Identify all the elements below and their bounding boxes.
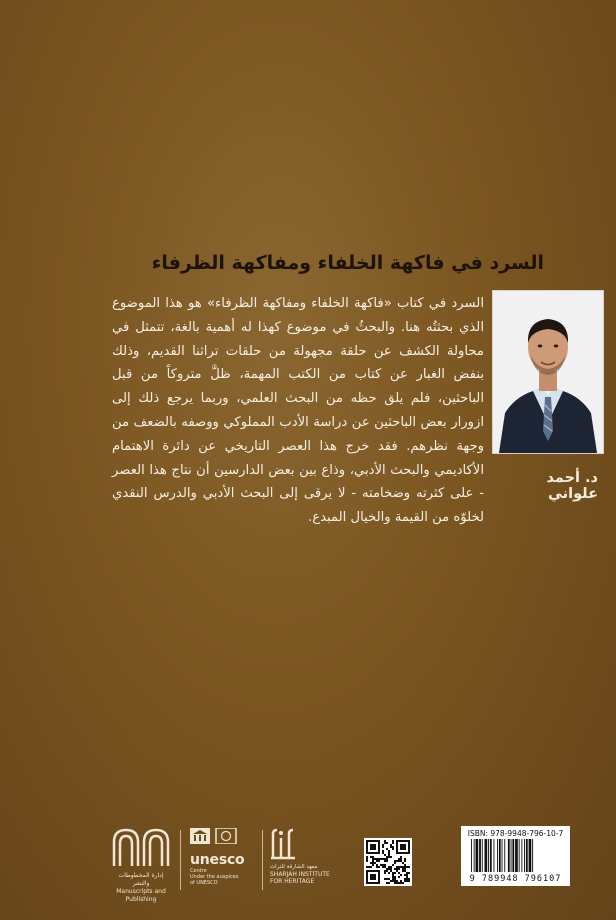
author-portrait-illustration <box>493 291 603 453</box>
isbn-barcode <box>461 826 570 886</box>
qr-module <box>394 876 396 878</box>
qr-module <box>384 840 386 842</box>
qr-module <box>376 860 378 862</box>
qr-module <box>394 868 396 870</box>
qr-module <box>400 880 402 882</box>
author-photo <box>492 290 604 454</box>
qr-module <box>398 858 400 860</box>
barcode-bar <box>524 839 525 872</box>
qr-module <box>394 872 396 874</box>
barcode-bar <box>485 839 488 872</box>
qr-module <box>376 866 378 868</box>
qr-module <box>394 878 396 880</box>
unesco-logo <box>190 828 256 894</box>
qr-module <box>384 872 386 874</box>
barcode-bar <box>508 839 510 872</box>
qr-module <box>384 860 386 862</box>
qr-module <box>408 878 410 880</box>
qr-module <box>392 864 394 866</box>
barcode-bar <box>511 839 512 872</box>
qr-module <box>374 858 376 860</box>
qr-module <box>366 860 368 862</box>
qr-module <box>370 856 372 858</box>
qr-module <box>406 878 408 880</box>
qr-module <box>400 860 402 862</box>
qr-module <box>406 872 408 874</box>
qr-module <box>404 880 406 882</box>
unesco-sub-3: of UNESCO <box>190 880 218 886</box>
qr-module <box>384 858 386 860</box>
qr-module <box>378 858 380 860</box>
qr-module <box>386 860 388 862</box>
qr-module <box>378 860 380 862</box>
qr-module <box>392 880 394 882</box>
qr-finder <box>400 844 406 850</box>
unesco-temple-icon <box>190 828 242 844</box>
qr-module <box>404 868 406 870</box>
qr-module <box>392 840 394 842</box>
qr-module <box>368 866 370 868</box>
qr-module <box>394 862 396 864</box>
qr-module <box>404 878 406 880</box>
qr-module <box>408 872 410 874</box>
qr-module <box>404 870 406 872</box>
qr-module <box>380 864 382 866</box>
barcode-bar <box>502 839 503 872</box>
isbn-number: 9 789948 796107 <box>469 874 562 884</box>
qr-module <box>382 850 384 852</box>
barcode-bar <box>482 839 483 872</box>
qr-module <box>396 866 398 868</box>
qr-module <box>404 866 406 868</box>
qr-module <box>398 866 400 868</box>
qr-module <box>400 866 402 868</box>
qr-module <box>392 842 394 844</box>
qr-module <box>386 882 388 884</box>
unesco-wordmark: unesco <box>190 852 245 868</box>
qr-module <box>380 858 382 860</box>
qr-module <box>406 866 408 868</box>
qr-module <box>388 868 390 870</box>
barcode-bar <box>499 839 501 872</box>
qr-module <box>392 878 394 880</box>
qr-module <box>390 880 392 882</box>
publisher-arches-icon <box>110 826 172 868</box>
barcode-bar <box>526 839 528 872</box>
qr-module <box>386 842 388 844</box>
qr-module <box>406 876 408 878</box>
qr-module <box>372 856 374 858</box>
qr-module <box>384 866 386 868</box>
qr-module <box>394 860 396 862</box>
qr-module <box>402 882 404 884</box>
qr-module <box>392 876 394 878</box>
qr-module <box>382 864 384 866</box>
qr-module <box>406 874 408 876</box>
barcode-bar <box>504 839 505 872</box>
qr-module <box>396 860 398 862</box>
qr-module <box>402 866 404 868</box>
publisher-logo <box>110 826 172 903</box>
sharjah-institute-english-1: SHARJAH INSTITUTE <box>270 871 330 878</box>
qr-module <box>372 864 374 866</box>
qr-module <box>366 866 368 868</box>
barcode-bar <box>529 839 532 872</box>
barcode-bar <box>532 839 533 872</box>
qr-finder <box>370 874 376 880</box>
qr-module <box>396 868 398 870</box>
qr-module <box>390 846 392 848</box>
qr-module <box>382 852 384 854</box>
qr-module <box>386 858 388 860</box>
qr-module <box>386 870 388 872</box>
qr-module <box>372 858 374 860</box>
qr-module <box>398 882 400 884</box>
qr-module <box>386 848 388 850</box>
qr-module <box>404 874 406 876</box>
qr-module <box>388 878 390 880</box>
barcode-bar <box>494 839 495 872</box>
barcode-bar <box>474 839 475 872</box>
qr-module <box>370 866 372 868</box>
logo-divider <box>180 830 181 890</box>
qr-module <box>388 856 390 858</box>
qr-finder <box>370 844 376 850</box>
qr-module <box>388 852 390 854</box>
qr-module <box>398 872 400 874</box>
book-blurb: السرد في كتاب «فاكهة الخلفاء ومفاكهة الظرفاء» هو هذا الموضوع الذي بحثتُه هنا. والبحثُ في موضوع كهذا له أهمية بالغة، تتمثل في محاولة الكشف عن حلقة مجهولة من حلقات تراثنا القديم، وذلك بنفض الغبار عن كتاب من الكتب المهمة، ظلَّ متروكاً من قبل الباحثين، فلم يلق حظه من البحث العلمي، وربما يرجع ذلك إلى ازورار بعض الباحثين عن دراسة الأدب المملوكي ووصفه بالضعف من وجهة نظرهم. فقد خرج هذا العصر التاريخي عن دائرة الاهتمام الأكاديمي والبحث الأدبي، وذاع بين بعض الدارسين أن نتاج هذا العصر - على كثرته وضخامته - لا يرقى إلى البحث الأدبي والدرس النقدي لخلوّه من القيمة والخيال المبدع. <box>112 296 484 526</box>
qr-code <box>364 838 412 886</box>
qr-module <box>372 862 374 864</box>
qr-module <box>392 846 394 848</box>
qr-module <box>404 864 406 866</box>
unesco-sub-1: Centre <box>190 868 207 874</box>
qr-code-pattern <box>364 838 412 886</box>
qr-module <box>402 870 404 872</box>
sharjah-institute-icon <box>270 828 296 860</box>
logo-divider <box>262 830 263 890</box>
qr-module <box>388 854 390 856</box>
qr-module <box>366 858 368 860</box>
book-title: السرد في فاكهة الخلفاء ومفاكهة الظرفاء <box>151 252 544 274</box>
qr-module <box>394 880 396 882</box>
qr-module <box>378 866 380 868</box>
qr-module <box>396 880 398 882</box>
qr-module <box>382 844 384 846</box>
qr-module <box>386 878 388 880</box>
qr-module <box>398 860 400 862</box>
qr-module <box>388 872 390 874</box>
barcode-bar <box>515 839 518 872</box>
barcode-bar <box>497 839 498 872</box>
qr-module <box>386 856 388 858</box>
qr-module <box>408 866 410 868</box>
qr-module <box>402 868 404 870</box>
qr-module <box>382 866 384 868</box>
author-name: د. أحمد علواني <box>546 470 598 502</box>
qr-module <box>384 878 386 880</box>
qr-module <box>390 866 392 868</box>
qr-module <box>390 870 392 872</box>
qr-module <box>396 870 398 872</box>
qr-module <box>384 842 386 844</box>
qr-module <box>392 874 394 876</box>
qr-module <box>384 870 386 872</box>
qr-module <box>384 854 386 856</box>
qr-module <box>384 864 386 866</box>
qr-module <box>398 876 400 878</box>
qr-module <box>366 856 368 858</box>
isbn-label: ISBN: 978-9948-796-10-7 <box>467 829 564 838</box>
qr-module <box>400 874 402 876</box>
qr-module <box>372 860 374 862</box>
sharjah-institute-arabic: معهد الشارقة للتراث <box>270 864 318 870</box>
sharjah-institute-english-2: FOR HERITAGE <box>270 878 315 885</box>
qr-module <box>406 880 408 882</box>
qr-module <box>386 868 388 870</box>
barcode-bar <box>476 839 479 872</box>
barcode-bar <box>521 839 522 872</box>
barcode-bar <box>488 839 489 872</box>
qr-module <box>376 864 378 866</box>
qr-module <box>390 856 392 858</box>
qr-module <box>408 880 410 882</box>
barcode-bar <box>519 839 520 872</box>
qr-module <box>404 860 406 862</box>
sharjah-institute-logo <box>270 828 334 892</box>
qr-module <box>376 858 378 860</box>
qr-module <box>400 882 402 884</box>
qr-module <box>374 862 376 864</box>
qr-module <box>400 858 402 860</box>
qr-module <box>392 848 394 850</box>
qr-module <box>398 868 400 870</box>
barcode-bar <box>490 839 492 872</box>
qr-module <box>390 868 392 870</box>
qr-module <box>400 856 402 858</box>
qr-module <box>392 872 394 874</box>
barcode-bar <box>512 839 514 872</box>
qr-module <box>396 882 398 884</box>
qr-module <box>390 844 392 846</box>
qr-module <box>388 850 390 852</box>
qr-module <box>382 858 384 860</box>
barcode-bar <box>471 839 472 872</box>
publisher-name-arabic: إدارة المخطوطات والنشر <box>118 872 164 887</box>
qr-module <box>388 882 390 884</box>
qr-module <box>402 862 404 864</box>
qr-module <box>370 862 372 864</box>
qr-module <box>404 858 406 860</box>
qr-module <box>382 846 384 848</box>
publisher-name-english: Manuscripts and Publishing <box>116 888 166 903</box>
unesco-sub-2: Under the auspices <box>190 874 239 880</box>
qr-module <box>388 866 390 868</box>
qr-module <box>394 882 396 884</box>
barcode-bar <box>479 839 481 872</box>
